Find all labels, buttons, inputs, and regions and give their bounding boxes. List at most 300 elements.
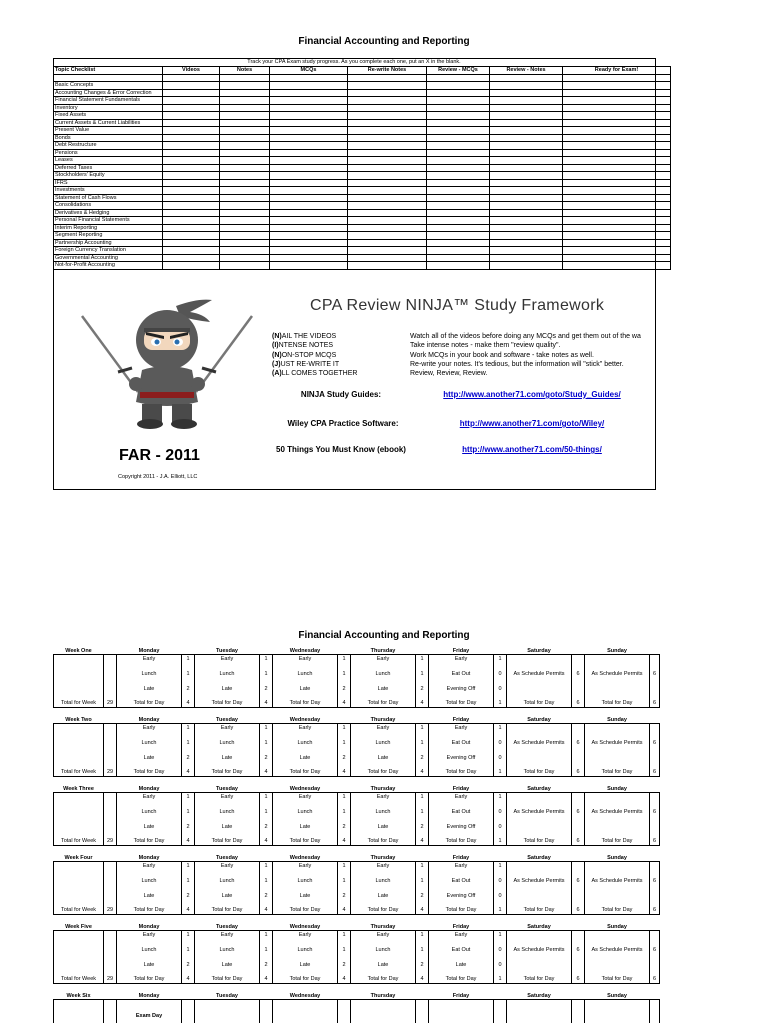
- hours-value[interactable]: [572, 892, 585, 901]
- checklist-cell[interactable]: [563, 239, 671, 247]
- hours-value[interactable]: 1: [416, 870, 429, 892]
- checklist-cell[interactable]: [563, 157, 671, 165]
- checklist-cell[interactable]: [490, 89, 563, 97]
- hours-value[interactable]: 1: [260, 724, 273, 732]
- checklist-cell[interactable]: [163, 202, 220, 210]
- hours-value[interactable]: [650, 724, 660, 732]
- hours-value[interactable]: [572, 862, 585, 870]
- hours-value[interactable]: 2: [182, 961, 195, 970]
- hours-value[interactable]: 1: [494, 931, 507, 939]
- checklist-cell[interactable]: [490, 262, 563, 270]
- checklist-cell[interactable]: [490, 172, 563, 180]
- hours-value[interactable]: 0: [494, 754, 507, 763]
- checklist-cell[interactable]: [270, 194, 348, 202]
- checklist-cell[interactable]: [348, 134, 427, 142]
- checklist-cell[interactable]: [348, 172, 427, 180]
- checklist-cell[interactable]: [163, 82, 220, 90]
- checklist-cell[interactable]: [563, 104, 671, 112]
- hours-value[interactable]: 6: [572, 801, 585, 823]
- hours-value[interactable]: 0: [494, 685, 507, 694]
- hours-value[interactable]: 2: [338, 823, 351, 832]
- checklist-cell[interactable]: [220, 149, 270, 157]
- checklist-cell[interactable]: [563, 224, 671, 232]
- checklist-cell[interactable]: [163, 262, 220, 270]
- checklist-cell[interactable]: [270, 74, 348, 82]
- checklist-cell[interactable]: [220, 119, 270, 127]
- checklist-cell[interactable]: [490, 97, 563, 105]
- checklist-cell[interactable]: [348, 179, 427, 187]
- checklist-cell[interactable]: [163, 157, 220, 165]
- checklist-cell[interactable]: [163, 164, 220, 172]
- checklist-cell[interactable]: [163, 224, 220, 232]
- checklist-cell[interactable]: [490, 239, 563, 247]
- checklist-cell[interactable]: [270, 112, 348, 120]
- checklist-cell[interactable]: [490, 142, 563, 150]
- checklist-cell[interactable]: [163, 104, 220, 112]
- blank-cell: [182, 1009, 195, 1023]
- hours-value[interactable]: [572, 685, 585, 694]
- hours-value[interactable]: [650, 862, 660, 870]
- checklist-cell[interactable]: [563, 247, 671, 255]
- checklist-cell[interactable]: [220, 74, 270, 82]
- checklist-cell[interactable]: [563, 187, 671, 195]
- hours-value[interactable]: 1: [416, 862, 429, 870]
- checklist-cell[interactable]: [270, 164, 348, 172]
- hours-value[interactable]: 1: [260, 793, 273, 801]
- checklist-cell[interactable]: [563, 82, 671, 90]
- checklist-cell[interactable]: [348, 239, 427, 247]
- early-row: [54, 793, 660, 801]
- hours-value[interactable]: 0: [494, 939, 507, 961]
- hours-value[interactable]: 1: [260, 931, 273, 939]
- checklist-cell[interactable]: [427, 157, 490, 165]
- hours-value[interactable]: 0: [494, 732, 507, 754]
- hours-value[interactable]: [650, 754, 660, 763]
- checklist-cell[interactable]: [348, 97, 427, 105]
- checklist-cell[interactable]: [163, 194, 220, 202]
- checklist-cell[interactable]: [348, 187, 427, 195]
- checklist-cell[interactable]: [270, 209, 348, 217]
- checklist-cell[interactable]: [220, 112, 270, 120]
- hours-value[interactable]: 0: [494, 961, 507, 970]
- checklist-cell[interactable]: [163, 119, 220, 127]
- checklist-cell[interactable]: [270, 127, 348, 135]
- checklist-cell[interactable]: [270, 262, 348, 270]
- checklist-cell[interactable]: [163, 179, 220, 187]
- checklist-cell[interactable]: [563, 172, 671, 180]
- checklist-cell[interactable]: [270, 157, 348, 165]
- checklist-cell[interactable]: [220, 187, 270, 195]
- checklist-cell[interactable]: [270, 82, 348, 90]
- hours-value[interactable]: 1: [260, 939, 273, 961]
- checklist-cell[interactable]: [270, 142, 348, 150]
- checklist-cell[interactable]: [348, 224, 427, 232]
- checklist-cell[interactable]: [163, 89, 220, 97]
- hours-value[interactable]: 6: [572, 870, 585, 892]
- hours-value[interactable]: 1: [260, 663, 273, 685]
- hours-value[interactable]: 6: [572, 732, 585, 754]
- checklist-cell[interactable]: [163, 187, 220, 195]
- blank-cell: [507, 892, 572, 901]
- fifty-things-link[interactable]: http://www.another71.com/50-things/: [462, 445, 602, 454]
- checklist-cell[interactable]: [163, 239, 220, 247]
- hours-value[interactable]: 2: [182, 685, 195, 694]
- checklist-cell[interactable]: [490, 164, 563, 172]
- checklist-cell[interactable]: [163, 232, 220, 240]
- checklist-cell[interactable]: [348, 104, 427, 112]
- checklist-cell[interactable]: [490, 194, 563, 202]
- checklist-cell[interactable]: [220, 82, 270, 90]
- checklist-cell[interactable]: [163, 112, 220, 120]
- hours-value[interactable]: [650, 655, 660, 663]
- checklist-cell[interactable]: [563, 194, 671, 202]
- hours-value[interactable]: 1: [494, 655, 507, 663]
- hours-value[interactable]: 2: [260, 892, 273, 901]
- hours-value[interactable]: 1: [260, 801, 273, 823]
- hours-value[interactable]: 1: [182, 655, 195, 663]
- checklist-cell[interactable]: [220, 217, 270, 225]
- hours-value[interactable]: 1: [182, 663, 195, 685]
- checklist-cell[interactable]: [270, 119, 348, 127]
- checklist-cell[interactable]: [348, 202, 427, 210]
- hours-value[interactable]: 6: [650, 663, 660, 685]
- checklist-cell[interactable]: [220, 254, 270, 262]
- hours-value[interactable]: 1: [338, 732, 351, 754]
- checklist-cell[interactable]: [427, 89, 490, 97]
- hours-value[interactable]: 1: [260, 732, 273, 754]
- blank-cell: [260, 1009, 273, 1023]
- checklist-cell[interactable]: [427, 217, 490, 225]
- checklist-cell[interactable]: [163, 134, 220, 142]
- checklist-cell[interactable]: [563, 262, 671, 270]
- hours-value[interactable]: 1: [338, 793, 351, 801]
- checklist-cell[interactable]: [270, 97, 348, 105]
- checklist-cell[interactable]: [220, 209, 270, 217]
- checklist-cell[interactable]: [348, 232, 427, 240]
- checklist-cell[interactable]: [220, 127, 270, 135]
- checklist-cell[interactable]: [348, 149, 427, 157]
- checklist-cell[interactable]: [220, 89, 270, 97]
- checklist-cell[interactable]: [270, 247, 348, 255]
- hours-value[interactable]: 2: [416, 685, 429, 694]
- hours-value[interactable]: 2: [260, 685, 273, 694]
- hours-value[interactable]: [572, 793, 585, 801]
- hours-value[interactable]: 1: [182, 870, 195, 892]
- checklist-cell[interactable]: [563, 74, 671, 82]
- hours-value[interactable]: 1: [338, 862, 351, 870]
- checklist-cell[interactable]: [427, 239, 490, 247]
- checklist-cell[interactable]: [270, 187, 348, 195]
- checklist-cell[interactable]: [427, 194, 490, 202]
- checklist-cell[interactable]: [427, 187, 490, 195]
- checklist-cell[interactable]: [270, 179, 348, 187]
- hours-value[interactable]: 1: [494, 862, 507, 870]
- checklist-cell[interactable]: [270, 172, 348, 180]
- hours-value[interactable]: 6: [650, 870, 660, 892]
- hours-value[interactable]: 0: [494, 823, 507, 832]
- checklist-cell[interactable]: [220, 262, 270, 270]
- checklist-cell[interactable]: [490, 254, 563, 262]
- hours-value[interactable]: 1: [416, 663, 429, 685]
- hours-value[interactable]: 1: [182, 939, 195, 961]
- hours-value[interactable]: 2: [416, 892, 429, 901]
- checklist-cell[interactable]: [490, 209, 563, 217]
- checklist-cell[interactable]: [270, 149, 348, 157]
- checklist-cell[interactable]: [348, 247, 427, 255]
- checklist-cell[interactable]: [563, 217, 671, 225]
- checklist-cell[interactable]: [490, 157, 563, 165]
- hours-value[interactable]: [572, 823, 585, 832]
- checklist-cell[interactable]: [427, 209, 490, 217]
- checklist-cell[interactable]: [563, 89, 671, 97]
- hours-value[interactable]: [650, 823, 660, 832]
- checklist-cell[interactable]: [490, 119, 563, 127]
- hours-value[interactable]: 2: [182, 754, 195, 763]
- checklist-cell[interactable]: [348, 119, 427, 127]
- hours-value[interactable]: 2: [260, 754, 273, 763]
- checklist-cell[interactable]: [490, 112, 563, 120]
- hours-value[interactable]: [650, 793, 660, 801]
- checklist-cell[interactable]: [427, 142, 490, 150]
- checklist-cell[interactable]: [163, 149, 220, 157]
- checklist-cell[interactable]: [348, 127, 427, 135]
- checklist-cell[interactable]: [427, 134, 490, 142]
- checklist-cell[interactable]: [427, 179, 490, 187]
- checklist-cell[interactable]: [163, 209, 220, 217]
- hours-value[interactable]: [572, 724, 585, 732]
- checklist-cell[interactable]: [427, 254, 490, 262]
- hours-value[interactable]: 6: [650, 939, 660, 961]
- hours-value[interactable]: 2: [338, 754, 351, 763]
- checklist-cell[interactable]: [348, 164, 427, 172]
- hours-value[interactable]: 2: [416, 961, 429, 970]
- hours-value[interactable]: 1: [416, 793, 429, 801]
- checklist-cell[interactable]: [163, 247, 220, 255]
- checklist-cell[interactable]: [220, 247, 270, 255]
- hours-value[interactable]: 1: [416, 732, 429, 754]
- spacer-cell: [338, 992, 351, 1000]
- checklist-cell[interactable]: [348, 82, 427, 90]
- hours-value[interactable]: 1: [182, 801, 195, 823]
- checklist-cell[interactable]: [563, 112, 671, 120]
- checklist-cell[interactable]: [270, 254, 348, 262]
- checklist-cell[interactable]: [220, 194, 270, 202]
- hours-value[interactable]: 1: [338, 655, 351, 663]
- checklist-cell[interactable]: [427, 97, 490, 105]
- hours-value[interactable]: 1: [338, 724, 351, 732]
- hours-value[interactable]: 1: [182, 931, 195, 939]
- checklist-cell[interactable]: [220, 142, 270, 150]
- checklist-cell[interactable]: [427, 104, 490, 112]
- checklist-cell[interactable]: [490, 232, 563, 240]
- hours-value[interactable]: 1: [182, 793, 195, 801]
- checklist-cell[interactable]: [563, 127, 671, 135]
- hours-value[interactable]: [572, 931, 585, 939]
- hours-value[interactable]: 1: [182, 724, 195, 732]
- checklist-cell[interactable]: [427, 74, 490, 82]
- checklist-cell[interactable]: [220, 224, 270, 232]
- checklist-cell[interactable]: [348, 89, 427, 97]
- checklist-cell[interactable]: [490, 104, 563, 112]
- checklist-cell[interactable]: [427, 202, 490, 210]
- checklist-cell[interactable]: [427, 119, 490, 127]
- hours-value[interactable]: 1: [338, 931, 351, 939]
- checklist-cell[interactable]: [490, 202, 563, 210]
- checklist-cell[interactable]: [490, 247, 563, 255]
- hours-value[interactable]: 6: [650, 732, 660, 754]
- checklist-cell[interactable]: [220, 104, 270, 112]
- checklist-cell[interactable]: [563, 119, 671, 127]
- hours-value[interactable]: 2: [416, 823, 429, 832]
- hours-value[interactable]: 1: [494, 793, 507, 801]
- wiley-software-link[interactable]: http://www.another71.com/goto/Wiley/: [459, 419, 605, 428]
- checklist-cell[interactable]: [427, 127, 490, 135]
- hours-value[interactable]: 2: [338, 892, 351, 901]
- hours-value[interactable]: 2: [182, 823, 195, 832]
- checklist-cell[interactable]: [490, 179, 563, 187]
- checklist-cell[interactable]: [563, 202, 671, 210]
- checklist-cell[interactable]: [490, 82, 563, 90]
- checklist-cell[interactable]: [348, 142, 427, 150]
- checklist-cell[interactable]: [270, 104, 348, 112]
- hours-value[interactable]: [650, 892, 660, 901]
- hours-value[interactable]: 1: [416, 801, 429, 823]
- checklist-cell[interactable]: [270, 239, 348, 247]
- checklist-cell[interactable]: [563, 164, 671, 172]
- checklist-cell[interactable]: [490, 134, 563, 142]
- checklist-cell[interactable]: [427, 224, 490, 232]
- hours-value[interactable]: 0: [494, 663, 507, 685]
- hours-value[interactable]: [572, 961, 585, 970]
- checklist-cell[interactable]: [163, 254, 220, 262]
- hours-value[interactable]: 1: [260, 862, 273, 870]
- checklist-cell[interactable]: [490, 187, 563, 195]
- hours-value[interactable]: [650, 685, 660, 694]
- hours-value[interactable]: 2: [416, 754, 429, 763]
- hours-value[interactable]: 1: [182, 732, 195, 754]
- checklist-cell[interactable]: [563, 179, 671, 187]
- hours-value[interactable]: 1: [416, 655, 429, 663]
- study-guides-link[interactable]: http://www.another71.com/goto/Study_Guides/: [443, 390, 621, 399]
- checklist-cell[interactable]: [427, 172, 490, 180]
- hours-value[interactable]: 1: [338, 801, 351, 823]
- checklist-cell[interactable]: [563, 232, 671, 240]
- checklist-cell[interactable]: [220, 164, 270, 172]
- hours-value[interactable]: 6: [650, 801, 660, 823]
- checklist-cell[interactable]: [427, 149, 490, 157]
- checklist-cell[interactable]: [348, 254, 427, 262]
- hours-value[interactable]: 1: [182, 862, 195, 870]
- checklist-cell[interactable]: [348, 194, 427, 202]
- checklist-cell[interactable]: [490, 149, 563, 157]
- checklist-cell[interactable]: [220, 134, 270, 142]
- hours-value[interactable]: 2: [182, 892, 195, 901]
- checklist-cell[interactable]: [163, 217, 220, 225]
- hours-value[interactable]: 1: [260, 655, 273, 663]
- checklist-cell[interactable]: [163, 142, 220, 150]
- hours-value[interactable]: 1: [416, 724, 429, 732]
- hours-value[interactable]: 6: [572, 663, 585, 685]
- checklist-cell[interactable]: [563, 149, 671, 157]
- checklist-cell[interactable]: [348, 157, 427, 165]
- checklist-cell[interactable]: [220, 157, 270, 165]
- checklist-cell[interactable]: [163, 127, 220, 135]
- hours-value[interactable]: 1: [494, 724, 507, 732]
- checklist-cell[interactable]: [270, 134, 348, 142]
- checklist-cell[interactable]: [563, 142, 671, 150]
- checklist-cell[interactable]: [348, 209, 427, 217]
- checklist-cell[interactable]: [54, 74, 163, 82]
- hours-value[interactable]: 2: [338, 961, 351, 970]
- checklist-cell[interactable]: [163, 97, 220, 105]
- hours-value[interactable]: 6: [572, 939, 585, 961]
- checklist-cell[interactable]: [270, 217, 348, 225]
- checklist-cell[interactable]: [490, 127, 563, 135]
- checklist-cell[interactable]: [348, 262, 427, 270]
- checklist-cell[interactable]: [220, 202, 270, 210]
- hours-value[interactable]: [572, 754, 585, 763]
- checklist-cell[interactable]: [427, 247, 490, 255]
- checklist-cell[interactable]: [490, 74, 563, 82]
- checklist-cell[interactable]: [348, 112, 427, 120]
- hours-value[interactable]: 2: [260, 961, 273, 970]
- checklist-cell[interactable]: [348, 217, 427, 225]
- checklist-cell[interactable]: [563, 97, 671, 105]
- checklist-cell[interactable]: [220, 239, 270, 247]
- hours-value[interactable]: [572, 655, 585, 663]
- total-day-label: Total for Day: [429, 769, 494, 777]
- spacer-cell: [260, 716, 273, 724]
- checklist-cell[interactable]: [563, 209, 671, 217]
- checklist-cell[interactable]: [270, 89, 348, 97]
- checklist-cell[interactable]: [348, 74, 427, 82]
- checklist-cell[interactable]: [270, 224, 348, 232]
- hours-value[interactable]: [650, 961, 660, 970]
- hours-value[interactable]: 1: [338, 870, 351, 892]
- checklist-cell[interactable]: [563, 134, 671, 142]
- checklist-cell[interactable]: [220, 97, 270, 105]
- hours-value[interactable]: 1: [416, 931, 429, 939]
- hours-value[interactable]: 2: [338, 685, 351, 694]
- hours-value[interactable]: [650, 931, 660, 939]
- checklist-cell[interactable]: [427, 232, 490, 240]
- hours-value[interactable]: 0: [494, 870, 507, 892]
- checklist-cell[interactable]: [163, 74, 220, 82]
- hours-value[interactable]: 1: [260, 870, 273, 892]
- checklist-cell[interactable]: [427, 164, 490, 172]
- checklist-cell[interactable]: [270, 202, 348, 210]
- hours-value[interactable]: 1: [416, 939, 429, 961]
- checklist-cell[interactable]: [490, 224, 563, 232]
- hours-value[interactable]: 0: [494, 892, 507, 901]
- checklist-cell[interactable]: [220, 172, 270, 180]
- checklist-cell[interactable]: [163, 172, 220, 180]
- checklist-cell[interactable]: [270, 232, 348, 240]
- hours-value[interactable]: 0: [494, 801, 507, 823]
- checklist-cell[interactable]: [563, 254, 671, 262]
- day-total-value: 4: [260, 907, 273, 915]
- hours-value[interactable]: 1: [338, 939, 351, 961]
- checklist-cell[interactable]: [427, 262, 490, 270]
- checklist-cell[interactable]: [220, 232, 270, 240]
- hours-value[interactable]: 2: [260, 823, 273, 832]
- checklist-cell[interactable]: [220, 179, 270, 187]
- day-header-row: [54, 854, 660, 862]
- checklist-cell[interactable]: [490, 217, 563, 225]
- checklist-cell[interactable]: [427, 82, 490, 90]
- hours-value[interactable]: 1: [338, 663, 351, 685]
- checklist-cell[interactable]: [427, 112, 490, 120]
